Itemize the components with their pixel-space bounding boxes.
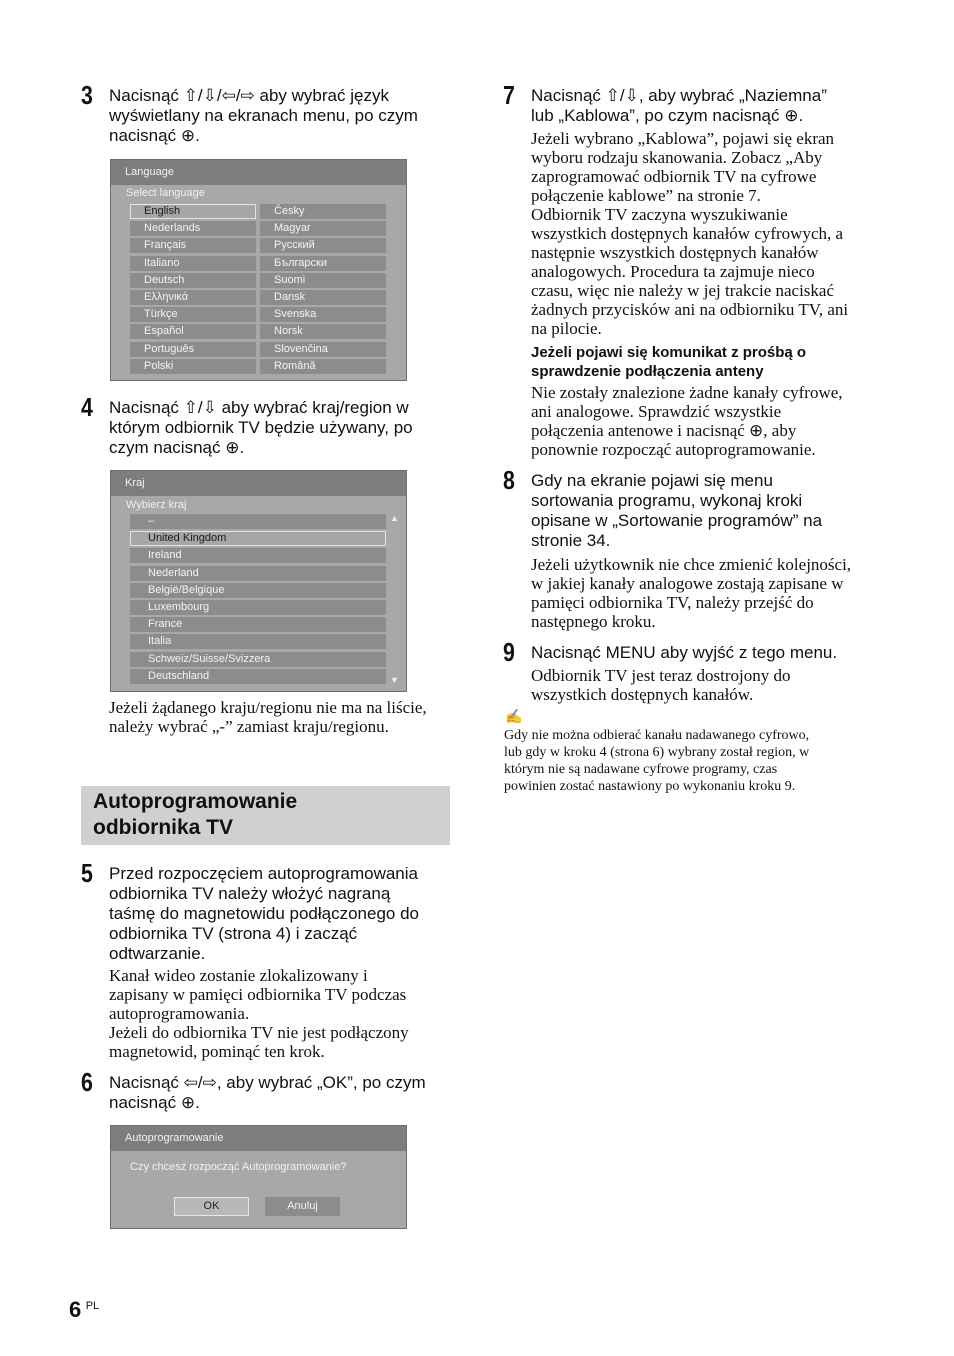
step-8-text: Gdy na ekranie pojawi się menu sortowania programu, wykonaj kroki opisane w „Sortowanie programów” na stronie 34. xyxy=(531,471,823,550)
language-option[interactable]: Deutsch xyxy=(130,273,256,288)
language-option[interactable]: Ελληνικά xyxy=(130,290,256,305)
step-number-7: 7 xyxy=(503,80,515,110)
country-menu-screen xyxy=(110,470,407,692)
country-option[interactable]: Schweiz/Suisse/Svizzera xyxy=(130,652,386,667)
language-option[interactable]: Türkçe xyxy=(130,307,256,322)
language-option[interactable]: Nederlands xyxy=(130,221,256,236)
language-option[interactable]: Česky xyxy=(260,204,386,219)
step-9-body: Odbiornik TV jest teraz dostrojony do wszystkich dostępnych kanałów. xyxy=(531,666,791,704)
language-option[interactable]: Svenska xyxy=(260,307,386,322)
language-option[interactable]: Suomi xyxy=(260,273,386,288)
language-option[interactable]: Български xyxy=(260,256,386,271)
note-text: Gdy nie można odbierać kanału nadawanego cyfrowo, lub gdy w kroku 4 (strona 6) wybrany został region, w którym nie są nadawane cyfrowe programy, czas powinien zostać nastawiony po wykonaniu kroku 9. xyxy=(504,728,810,794)
country-option[interactable]: Deutschland xyxy=(130,669,386,684)
language-option[interactable]: Magyar xyxy=(260,221,386,236)
autoprogramming-title: Autoprogramowanie xyxy=(111,1126,406,1151)
step-7-subheading: Jeżeli pojawi się komunikat z prośbą o sprawdzenie podłączenia anteny xyxy=(531,344,807,380)
step-6-text: Nacisnąć ⇦/⇨, aby wybrać „OK”, po czym nacisnąć ⊕. xyxy=(109,1073,426,1112)
language-menu-subtitle: Select language xyxy=(126,187,205,199)
step-number-5: 5 xyxy=(81,858,93,888)
step-number-8: 8 xyxy=(503,465,515,495)
autoprogramming-question: Czy chcesz rozpocząć Autoprogramowanie? xyxy=(130,1161,347,1173)
ok-button[interactable]: OK xyxy=(174,1197,249,1216)
country-menu-title: Kraj xyxy=(111,471,406,496)
section-title: Autoprogramowanie odbiornika TV xyxy=(93,790,298,839)
language-option[interactable]: Norsk xyxy=(260,324,386,339)
country-option[interactable]: France xyxy=(130,617,386,632)
language-option[interactable]: Slovenčina xyxy=(260,342,386,357)
language-option[interactable]: Français xyxy=(130,238,256,253)
step-number-6: 6 xyxy=(81,1067,93,1097)
country-option[interactable]: – xyxy=(130,514,386,529)
scroll-down-icon[interactable]: ▼ xyxy=(390,675,399,685)
step-number-4: 4 xyxy=(81,392,93,422)
scroll-up-icon[interactable]: ▲ xyxy=(390,513,399,523)
autoprogramming-screen xyxy=(110,1125,407,1229)
country-menu-subtitle: Wybierz kraj xyxy=(126,499,187,511)
step-7-text: Nacisnąć ⇧/⇩, aby wybrać „Naziemna” lub „Kablowa”, po czym nacisnąć ⊕. xyxy=(531,86,827,125)
step-5-body: Kanał wideo zostanie zlokalizowany i zapisany w pamięci odbiornika TV podczas autoprogramowania. Jeżeli do odbiornika TV nie jest podłączony magnetowid, pominąć ten krok. xyxy=(109,966,409,1061)
country-option[interactable]: Nederland xyxy=(130,566,386,581)
step-9-text: Nacisnąć MENU aby wyjść z tego menu. xyxy=(531,643,838,662)
language-menu-title: Language xyxy=(111,160,406,185)
language-menu-screen xyxy=(110,159,407,381)
language-option[interactable]: Italiano xyxy=(130,256,256,271)
country-option[interactable]: United Kingdom xyxy=(130,531,386,546)
step-3-text: Nacisnąć ⇧/⇩/⇦/⇨ aby wybrać język wyświetlany na ekranach menu, po czym nacisnąć ⊕. xyxy=(109,86,418,145)
note-pencil-icon: ✍ xyxy=(505,708,523,724)
language-option[interactable]: Português xyxy=(130,342,256,357)
step-7-body-2: Nie zostały znalezione żadne kanały cyfrowe, ani analogowe. Sprawdzić wszystkie połączenia antenowe i nacisnąć ⊕, aby ponownie rozpocząć autoprogramowanie. xyxy=(531,383,843,459)
language-option[interactable]: Dansk xyxy=(260,290,386,305)
country-option[interactable]: Italia xyxy=(130,634,386,649)
step-4-note: Jeżeli żądanego kraju/regionu nie ma na liście, należy wybrać „-” zamiast kraju/regionu. xyxy=(109,698,427,736)
language-option[interactable]: Русский xyxy=(260,238,386,253)
section-heading-box xyxy=(81,786,450,845)
step-8-body: Jeżeli użytkownik nie chce zmienić kolejności, w jakiej kanały analogowe zostają zapisane w pamięci odbiornika TV, należy przejść do następnego kroku. xyxy=(531,555,852,631)
step-5-text: Przed rozpoczęciem autoprogramowania odbiornika TV należy włożyć nagraną taśmę do magnetowidu podłączonego do odbiornika TV (strona 4) i zacząć odtwarzanie. xyxy=(109,864,419,963)
country-option[interactable]: Ireland xyxy=(130,548,386,563)
language-option[interactable]: Română xyxy=(260,359,386,374)
language-option[interactable]: Español xyxy=(130,324,256,339)
step-number-9: 9 xyxy=(503,637,515,667)
page-number: 6 $^{PL}$ xyxy=(69,1297,100,1322)
cancel-button[interactable]: Anuluj xyxy=(265,1197,340,1216)
step-number-3: 3 xyxy=(81,80,93,110)
step-7-body: Jeżeli wybrano „Kablowa”, pojawi się ekran wyboru rodzaju skanowania. Zobacz „Aby zaprogramować odbiornik TV na cyfrowe połączenie kablowe” na stronie 7. Odbiornik TV zaczyna wyszukiwanie wszystkich dostępnych kanałów cyfrowych, a następnie wszystkich dostępnych kanałów analogowych. Procedura ta zajmuje nieco czasu, więc nie należy w jej trakcie naciskać żadnych przycisków ani na odbiorniku TV, ani na pilocie. xyxy=(531,129,849,338)
language-option[interactable]: English xyxy=(130,204,256,219)
step-4-text: Nacisnąć ⇧/⇩ aby wybrać kraj/region w którym odbiornik TV będzie używany, po czym nacisnąć ⊕. xyxy=(109,398,413,457)
country-option[interactable]: Luxembourg xyxy=(130,600,386,615)
language-option[interactable]: Polski xyxy=(130,359,256,374)
country-option[interactable]: België/Belgique xyxy=(130,583,386,598)
